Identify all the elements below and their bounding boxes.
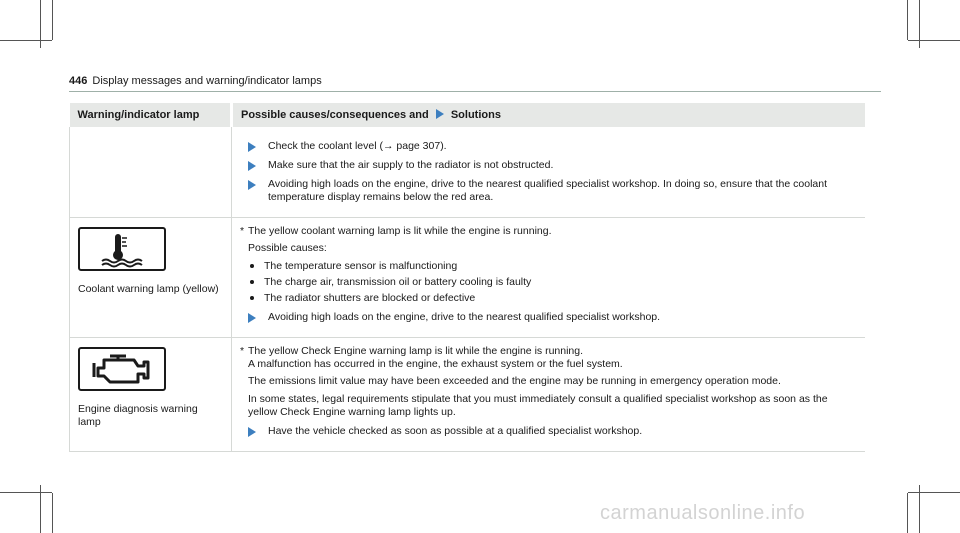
arrow-right-icon [248, 142, 256, 152]
intro-text [240, 345, 857, 371]
table-row [70, 338, 866, 452]
causes-cell [232, 127, 866, 218]
list-item [248, 260, 857, 273]
table-header-row [70, 103, 866, 127]
arrow-right-icon [248, 313, 256, 323]
solution-step [240, 425, 857, 438]
step-text: Avoiding high loads on the engine, drive to the nearest qualified specialist workshop. In doing so, ensure that the coolant temperature display remains below the red area. [268, 178, 828, 203]
causes-list [248, 260, 857, 305]
intro-sentence-2: A malfunction has occurred in the engine, the exhaust system or the fuel system. [248, 358, 623, 370]
column-header-causes [232, 103, 866, 127]
arrow-right-icon [436, 109, 444, 119]
step-text: Make sure that the air supply to the radiator is not obstructed. [268, 159, 554, 171]
page-title: Display messages and warning/indicator lamps [92, 75, 322, 87]
solution-step [240, 159, 857, 172]
solution-step [240, 178, 857, 204]
intro-sentence: The yellow Check Engine warning lamp is lit while the engine is running. [248, 345, 584, 357]
crop-mark [0, 40, 52, 41]
causes-cell [232, 218, 866, 338]
paragraph: The emissions limit value may have been exceeded and the engine may be running in emergency operation mode. [248, 375, 781, 387]
step-text: Check the coolant level (→ page 307). [268, 140, 447, 152]
crop-mark [908, 492, 960, 493]
watermark: carmanualsonline.info [600, 502, 806, 524]
step-text: Avoiding high loads on the engine, drive to the nearest qualified specialist workshop. [268, 311, 661, 323]
paragraph: In some states, legal requirements stipulate that you must immediately consult a qualified specialist workshop as soon as the yellow Check Engine warning lamp lights up. [248, 393, 828, 418]
warning-lamp-table [69, 103, 865, 452]
availability-star: * [240, 345, 245, 357]
column-header-solutions-label: Solutions [450, 108, 501, 121]
arrow-right-icon [248, 161, 256, 171]
column-header-lamp: Warning/indicator lamp [70, 103, 232, 127]
crop-mark [907, 493, 908, 533]
engine-diagnosis-icon [78, 347, 166, 391]
list-item [248, 276, 857, 289]
table-row [70, 218, 866, 338]
crop-mark [52, 493, 53, 533]
page-header [69, 75, 322, 87]
lamp-cell [70, 218, 232, 338]
lamp-name: Coolant warning lamp (yellow) [78, 283, 219, 295]
step-text: Have the vehicle checked as soon as possible at a qualified specialist workshop. [268, 425, 643, 437]
causes-cell [232, 338, 866, 452]
solution-step [240, 311, 857, 324]
crop-mark [907, 0, 908, 40]
crop-mark [0, 492, 52, 493]
intro-text [240, 225, 857, 238]
crop-mark [52, 0, 53, 40]
solution-step [240, 140, 857, 153]
cause-text: The charge air, transmission oil or battery cooling is faulty [264, 276, 532, 288]
lamp-name: Engine diagnosis warning lamp [78, 403, 198, 428]
causes-label: Possible causes: [248, 242, 327, 254]
cause-text: The radiator shutters are blocked or defective [264, 292, 476, 304]
page-number: 446 [69, 75, 88, 87]
arrow-right-icon [248, 180, 256, 190]
intro-sentence: The yellow coolant warning lamp is lit while the engine is running. [248, 225, 552, 237]
lamp-cell [70, 338, 232, 452]
availability-star: * [240, 225, 245, 237]
column-header-causes-label: Possible causes/consequences and [241, 108, 429, 121]
header-divider [69, 91, 881, 92]
cause-text: The temperature sensor is malfunctioning [264, 260, 458, 272]
list-item [248, 292, 857, 305]
crop-mark [908, 40, 960, 41]
lamp-cell [70, 127, 232, 218]
table-row [70, 127, 866, 218]
coolant-temperature-icon [78, 227, 166, 271]
arrow-right-icon [248, 427, 256, 437]
